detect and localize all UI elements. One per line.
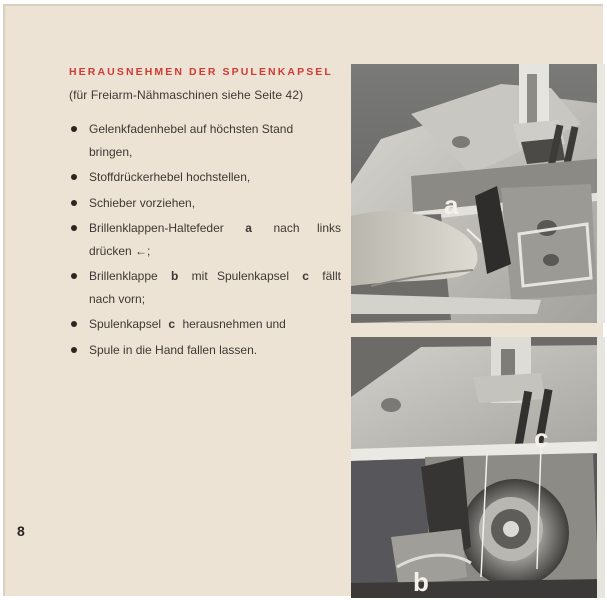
step-text-part: Brillenklappe	[89, 269, 158, 283]
step-text-part: Spulenkapsel	[89, 317, 162, 331]
photo-latch-release-illustration	[351, 64, 605, 323]
step-text-part: mit Spulenkapsel	[191, 269, 289, 283]
callout-label-c: c	[534, 423, 549, 453]
step-text: Stoffdrückerhebel hochstellen,	[89, 170, 251, 184]
photo-latch-release	[351, 64, 605, 323]
instruction-list	[69, 118, 341, 364]
step-text: Spule in die Hand fallen lassen.	[89, 342, 258, 357]
bullet-icon	[71, 225, 77, 231]
step-text-part: fällt	[322, 269, 341, 283]
instruction-step	[69, 166, 341, 189]
callout-label-a: a	[444, 190, 459, 220]
instruction-step	[69, 192, 341, 215]
step-text-part: herausnehmen und	[182, 317, 286, 331]
step-text: bringen,	[89, 144, 133, 159]
instruction-step	[69, 313, 341, 336]
step-text	[89, 217, 341, 240]
part-reference-letter: a	[245, 221, 252, 235]
section-subheading: (für Freiarm-Nähmaschinen siehe Seite 42)	[69, 88, 304, 102]
instruction-step	[69, 118, 341, 163]
step-text: drücken ←;	[89, 243, 151, 258]
manual-page	[3, 4, 603, 596]
step-text: nach vorn;	[89, 291, 146, 306]
part-reference-letter: b	[171, 269, 179, 283]
bullet-icon	[71, 174, 77, 180]
section-heading: HERAUSNEHMEN DER SPULENKAPSEL	[69, 66, 333, 78]
photo-bobbin-case	[351, 337, 605, 598]
step-text: Schieber vorziehen,	[89, 195, 196, 210]
part-reference-letter: c	[168, 317, 176, 331]
step-text-part: Brillenklappen-Haltefeder	[89, 221, 224, 235]
instruction-step	[69, 265, 341, 310]
instruction-step	[69, 339, 341, 362]
bullet-icon	[71, 126, 77, 132]
step-text	[89, 265, 341, 288]
bullet-icon	[71, 321, 77, 327]
bullet-icon	[71, 347, 77, 353]
callout-label-b: b	[413, 567, 429, 597]
part-reference-letter: c	[302, 269, 309, 283]
step-text-part: nach links	[273, 221, 341, 235]
photo-bobbin-case-illustration	[351, 337, 605, 598]
bullet-icon	[71, 200, 77, 206]
instruction-step	[69, 217, 341, 262]
bullet-icon	[71, 273, 77, 279]
step-text	[89, 313, 341, 336]
page-number: 8	[17, 523, 25, 539]
step-text: Gelenkfadenhebel auf höchsten Stand	[89, 122, 294, 136]
